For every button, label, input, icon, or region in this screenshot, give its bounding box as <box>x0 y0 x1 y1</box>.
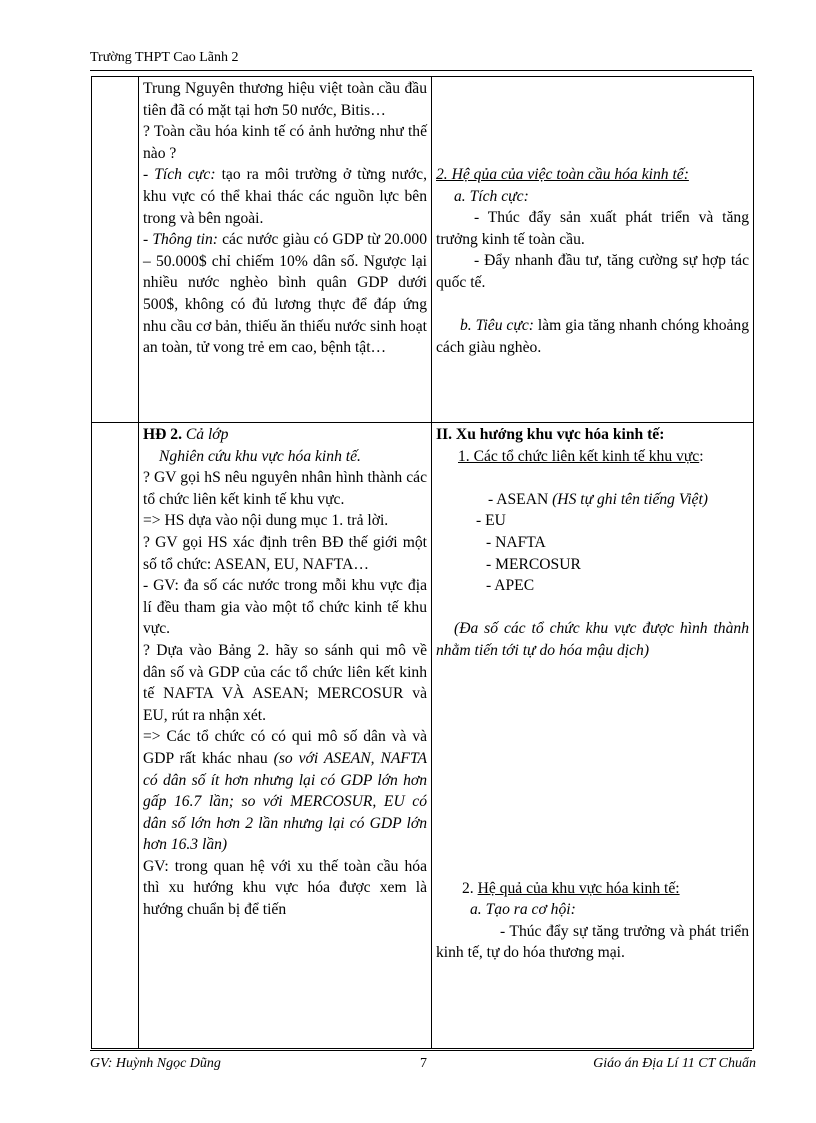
positive-text: tạo ra môi trường ở từng nước, khu vực có thể khai thác các nguồn lực bên trong và bên ngoài. <box>143 166 427 227</box>
subsection-title: 1. Các tổ chức liên kết kinh tế khu vực <box>458 447 700 465</box>
org-item: - NAFTA <box>486 533 546 551</box>
info-paragraph: - Thông tin: các nước giàu có GDP từ 20.000 – 50.000$ chỉ chiếm 10% dân số. Ngược lại nhiều nước nghèo bình quân GDP dưới 500$, không có đủ lương thực để đáp ứng nhu cầu cơ bản, thiếu ăn thiếu nước sinh hoạt an toàn, tử vong trẻ em cao, bệnh tật… <box>143 231 427 357</box>
lesson-table <box>91 76 754 1049</box>
negative-label: b. Tiêu cực: <box>460 317 534 335</box>
subsection-heading <box>436 446 749 468</box>
positive-item: - Đẩy nhanh đầu tư, tăng cường sự hợp tác quốc tế. <box>436 252 749 291</box>
organization-note: (Đa số các tổ chức khu vực được hình thành nhằm tiến tới tự do hóa mậu dịch) <box>436 620 749 659</box>
answer-text <box>143 726 427 856</box>
header-rule <box>90 70 752 71</box>
positive-label: Tích cực: <box>154 166 216 184</box>
intro-text: Trung Nguyên thương hiệu việt toàn cầu đầu tiên đã có mặt tại hơn 50 nước, Bitis… <box>143 80 427 119</box>
activity-title <box>143 424 427 446</box>
footer-rule <box>90 1050 752 1051</box>
table-row <box>92 423 754 1049</box>
page-number: 7 <box>420 1056 427 1071</box>
answer-text: => HS dựa vào nội dung mục 1. trả lời. <box>143 512 389 530</box>
teacher-note: - GV: đa số các nước trong mỗi khu vực địa lí đều tham gia vào một tổ chức kinh tế khu vực. <box>143 577 427 638</box>
teacher-note: GV: trong quan hệ với xu thế toàn cầu hóa thì xu hướng khu vực hóa được xem là hướng chuẩn bị để tiến <box>143 857 427 919</box>
org-item: - MERCOSUR <box>486 555 581 573</box>
section-heading: 2. Hệ qủa của việc toàn cầu hóa kinh tế: <box>436 166 689 183</box>
footer-teacher: GV: Huỳnh Ngọc Dũng <box>90 1056 221 1071</box>
empty-cell <box>92 77 139 423</box>
activity-cell <box>139 423 432 1049</box>
footer-title: Giáo án Địa Lí 11 CT Chuẩn <box>593 1056 756 1071</box>
question-text: ? GV gọi HS xác định trên BĐ thế giới một số tổ chức: ASEAN, EU, NAFTA… <box>143 533 427 573</box>
question-text: ? Dựa vào Bảng 2. hãy so sánh qui mô về dân số và GDP của các tổ chức liên kết kinh tế NAFTA VÀ ASEAN; MERCOSUR và EU, rút ra nhận xét. <box>143 641 427 724</box>
section-heading: II. Xu hướng khu vực hóa kinh tế: <box>436 426 665 443</box>
opportunity-item: - Thúc đẩy sự tăng trưởng và phát triển kinh tế, tự do hóa thương mại. <box>436 922 749 962</box>
activity-mode: Cả lớp <box>181 426 229 443</box>
content-cell <box>432 77 754 423</box>
topic-text: Nghiên cứu khu vực hóa kinh tế. <box>159 447 361 465</box>
org-item: - APEC <box>486 577 535 595</box>
question-text: ? Toàn cầu hóa kinh tế có ảnh hưởng như thế nào ? <box>143 123 427 162</box>
subsection-colon: : <box>699 447 704 465</box>
content-cell <box>432 423 754 1049</box>
org-asean: - ASEAN <box>488 490 549 508</box>
negative-paragraph <box>436 315 749 358</box>
opportunity-heading: a. Tạo ra cơ hội: <box>470 901 576 919</box>
subsection-number: 2. <box>462 879 478 897</box>
positive-paragraph: - Tích cực: tạo ra môi trường ở từng nước, khu vực có thể khai thác các nguồn lực bên trong và bên ngoài. <box>143 166 427 227</box>
empty-cell <box>92 423 139 1049</box>
info-text: các nước giàu có GDP từ 20.000 – 50.000$ chỉ chiếm 10% dân số. Ngược lại nhiều nước nghèo bình quân GDP dưới 500$, không có đủ lương thực để đáp ứng nhu cầu cơ bản, thiếu ăn thiếu nước sinh hoạt an toàn, tử vong trẻ em cao, bệnh tật… <box>143 231 427 357</box>
page-header: Trường THPT Cao Lãnh 2 <box>90 50 239 65</box>
asean-line <box>436 489 749 511</box>
table-row <box>92 77 754 423</box>
activity-cell <box>139 77 432 423</box>
org-item: - EU <box>476 512 506 530</box>
question-text: ? GV gọi hS nêu nguyên nhân hình thành các tổ chức liên kết kinh tế khu vực. <box>143 469 427 508</box>
activity-label: HĐ 2. <box>143 426 182 443</box>
positive-item: - Thúc đẩy sản xuất phát triển và tăng trưởng kinh tế toàn cầu. <box>436 209 749 248</box>
answer-italic: (so với ASEAN, NAFTA có dân số ít hơn nhưng lại có GDP lớn hơn gấp 16.7 lần; so với MERCOSUR, EU có dân số lớn hơn 2 lần nhưng lại có GDP lớn hơn 16.3 lần) <box>143 749 427 854</box>
answer-plain: => Các tổ chức có có qui mô số dân và và GDP rất khác nhau <box>143 728 427 767</box>
positive-heading: a. Tích cực: <box>454 187 529 205</box>
asean-note: (HS tự ghi tên tiếng Việt) <box>548 490 709 508</box>
subsection-heading <box>436 878 749 900</box>
subsection-title: Hệ quả của khu vực hóa kinh tế: <box>477 879 680 897</box>
info-label: Thông tin: <box>152 231 218 249</box>
negative-text: làm gia tăng nhanh chóng khoảng cách giàu nghèo. <box>436 317 750 356</box>
